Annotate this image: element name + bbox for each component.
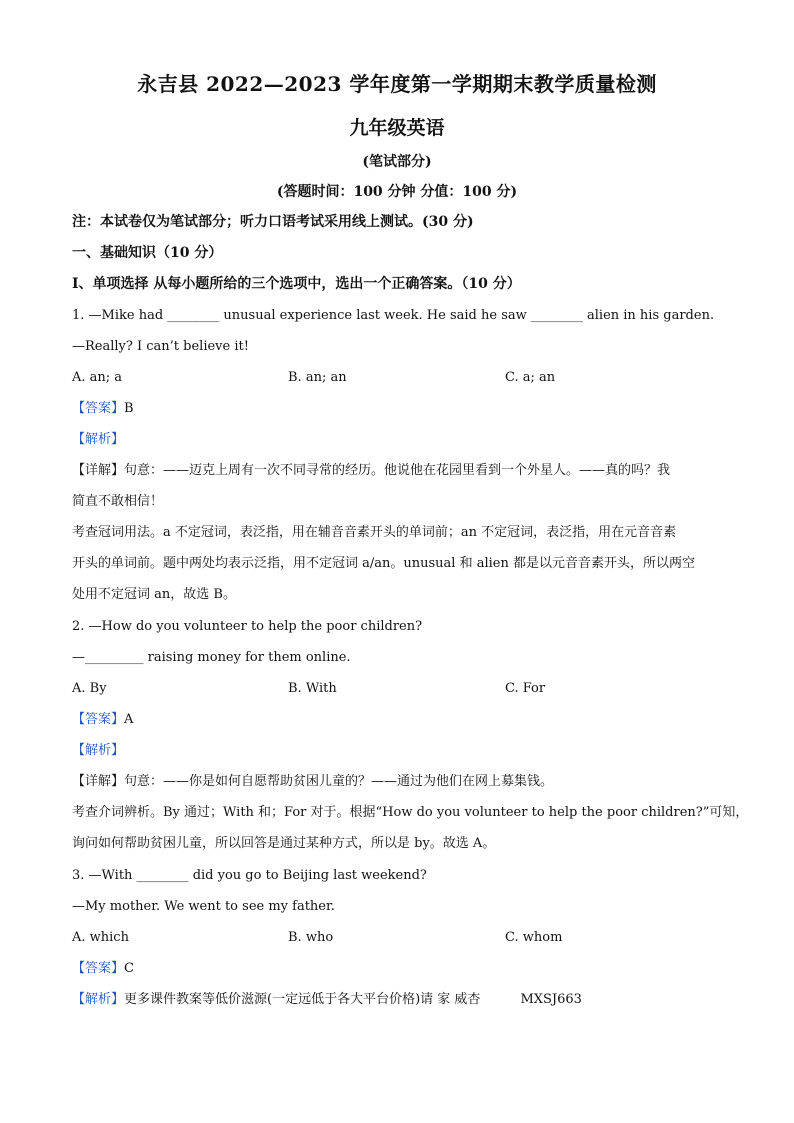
- answer-value: C: [124, 961, 134, 976]
- question-3-option-c: C. whom: [505, 930, 563, 945]
- section-subheading: Ⅰ、单项选择 从每小题所给的三个选项中，选出一个正确答案。（10 分）: [72, 276, 521, 292]
- question-3-stem: 3. —With ________ did you go to Beijing last weekend?: [72, 868, 427, 883]
- exam-subtitle: 九年级英语: [349, 117, 445, 139]
- answer-value: B: [124, 401, 134, 416]
- analysis-tag: 【解析】: [72, 992, 125, 1007]
- question-1-detail-line: 考查冠词用法。a 不定冠词，表泛指，用在辅音音素开头的单词前；an 不定冠词，表泛指，用在元音音素: [72, 525, 677, 540]
- question-2-analysis-tag: 【解析】: [72, 743, 125, 758]
- answer-tag: 【答案】: [72, 961, 125, 976]
- answer-value: A: [124, 712, 134, 727]
- question-1-detail-line: 开头的单词前。题中两处均表示泛指，用不定冠词 a/an。unusual 和 alien 都是以元音音素开头，所以两空: [72, 556, 695, 571]
- exam-title: 永吉县 2022—2023 学年度第一学期期末教学质量检测: [137, 72, 657, 96]
- question-1-detail-line: 简直不敢相信！: [72, 494, 164, 509]
- exam-part: (笔试部分): [362, 154, 432, 170]
- promo-text: 更多课件教案等低价滋源(一定远低于各大平台价格)请 家 威杏: [124, 992, 481, 1007]
- question-2-detail-line: 考查介词辨析。By 通过；With 和；For 对于。根据“How do you volunteer to help the poor children?”可知，: [72, 805, 749, 820]
- promo-code: MXSJ663: [520, 992, 582, 1007]
- question-2-detail-line: 【详解】句意：——你是如何自愿帮助贫困儿童的？——通过为他们在网上募集钱。: [72, 774, 554, 789]
- question-3-option-b: B. who: [288, 930, 334, 945]
- question-1-reply: —Really? I can’t believe it!: [72, 339, 249, 354]
- answer-tag: 【答案】: [72, 712, 125, 727]
- question-1-detail-line: 【详解】句意：——迈克上周有一次不同寻常的经历。他说他在花园里看到一个外星人。——真的吗？我: [72, 463, 671, 478]
- question-2-answer: [72, 710, 732, 730]
- answer-tag: 【答案】: [72, 401, 125, 416]
- exam-timing: (答题时间：100 分钟 分值：100 分): [276, 184, 518, 200]
- question-1-option-b: B. an; an: [288, 370, 347, 385]
- question-2-option-a: A. By: [72, 681, 107, 696]
- question-1-option-c: C. a; an: [505, 370, 556, 385]
- question-2-stem: 2. —How do you volunteer to help the poor children?: [72, 619, 423, 634]
- question-1-stem: 1. —Mike had ________ unusual experience last week. He said he saw ________ alien in his garden.: [72, 308, 715, 323]
- question-3-option-a: A. which: [72, 930, 129, 945]
- question-1-option-a: A. an; a: [72, 370, 123, 385]
- question-3-reply: —My mother. We went to see my father.: [72, 899, 335, 914]
- question-3-analysis-line: [72, 990, 732, 1010]
- question-3-answer: [72, 959, 732, 979]
- question-1-analysis-tag: 【解析】: [72, 432, 125, 447]
- question-1-answer: [72, 399, 732, 419]
- question-2-detail-line: 询问如何帮助贫困儿童，所以回答是通过某种方式，所以是 by。故选 A。: [72, 836, 496, 851]
- section-heading: 一、基础知识（10 分）: [72, 245, 223, 261]
- question-2-option-c: C. For: [505, 681, 546, 696]
- question-1-detail-line: 处用不定冠词 an，故选 B。: [72, 587, 236, 602]
- exam-note: 注：本试卷仅为笔试部分；听力口语考试采用线上测试。(30 分): [72, 214, 474, 230]
- question-2-reply: —_________ raising money for them online.: [72, 650, 351, 665]
- question-2-option-b: B. With: [288, 681, 337, 696]
